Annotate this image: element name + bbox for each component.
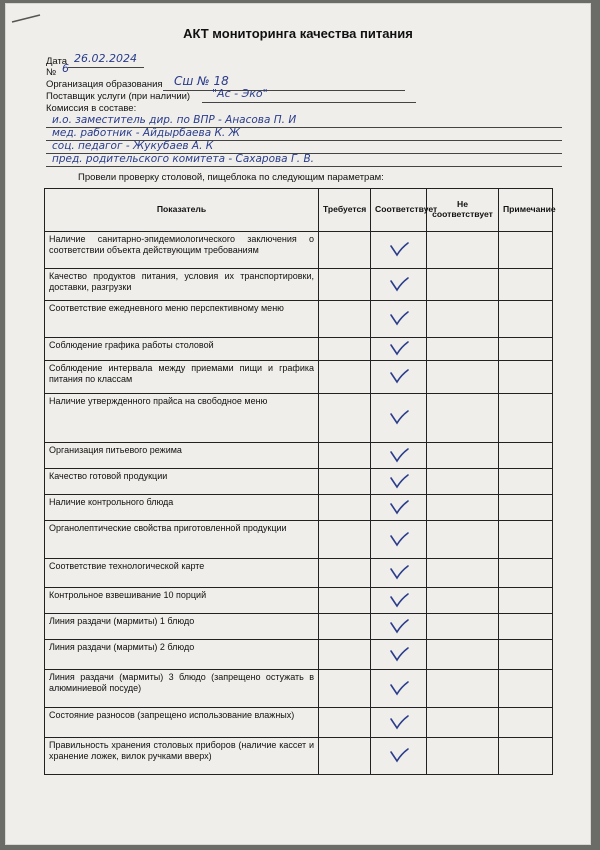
parameter-cell: Качество готовой продукции xyxy=(45,469,319,495)
checkmark-icon xyxy=(388,368,410,384)
noncompliant-cell xyxy=(427,614,499,640)
noncompliant-cell xyxy=(427,670,499,708)
note-cell xyxy=(499,361,553,394)
supplier-label: Поставщик услуги (при наличии) xyxy=(46,91,191,102)
table-row xyxy=(45,640,553,670)
checkmark-icon xyxy=(388,447,410,463)
note-cell xyxy=(499,708,553,738)
required-cell xyxy=(319,469,371,495)
date-label: Дата xyxy=(46,56,68,67)
parameter-cell: Качество продуктов питания, условия их транспортировки, доставки, разгрузки xyxy=(45,269,319,301)
note-cell xyxy=(499,559,553,588)
parameter-cell: Наличие утвержденного прайса на свободное меню xyxy=(45,394,319,443)
table-row xyxy=(45,394,553,443)
required-cell xyxy=(319,640,371,670)
table-row xyxy=(45,670,553,708)
table-row xyxy=(45,708,553,738)
checkmark-icon xyxy=(388,592,410,608)
compliant-cell xyxy=(371,559,427,588)
commission-member-4: пред. родительского комитета - Сахарова Г. В. xyxy=(52,153,315,165)
compliant-cell xyxy=(371,361,427,394)
number-value: 6 xyxy=(62,62,69,75)
column-header-required: Требуется xyxy=(319,189,371,232)
document-title: АКТ мониторинга качества питания xyxy=(183,26,413,41)
noncompliant-cell xyxy=(427,640,499,670)
organization-label: Организация образования xyxy=(46,79,163,90)
required-cell xyxy=(319,588,371,614)
note-cell xyxy=(499,521,553,559)
table-row xyxy=(45,443,553,469)
intro-text: Провели проверку столовой, пищеблока по следующим параметрам: xyxy=(78,172,384,183)
required-cell xyxy=(319,614,371,640)
parameter-cell: Организация питьевого режима xyxy=(45,443,319,469)
parameter-cell: Линия раздачи (мармиты) 1 блюдо xyxy=(45,614,319,640)
noncompliant-cell xyxy=(427,738,499,775)
checkmark-icon xyxy=(388,747,410,763)
checkmark-icon xyxy=(388,276,410,292)
required-cell xyxy=(319,443,371,469)
noncompliant-cell xyxy=(427,301,499,338)
supplier-underline xyxy=(202,102,416,103)
noncompliant-cell xyxy=(427,708,499,738)
checkmark-icon xyxy=(388,340,410,356)
note-cell xyxy=(499,588,553,614)
commission-member-2: мед. работник - Айдырбаева К. Ж xyxy=(52,127,240,139)
compliant-cell xyxy=(371,232,427,269)
table-header-row xyxy=(45,189,553,232)
commission-member-1: и.о. заместитель дир. по ВПР - Анасова П. И xyxy=(52,114,297,126)
checkmark-icon xyxy=(388,409,410,425)
table-row xyxy=(45,269,553,301)
noncompliant-cell xyxy=(427,443,499,469)
required-cell xyxy=(319,670,371,708)
parameter-cell: Соответствие ежедневного меню перспективному меню xyxy=(45,301,319,338)
commission-line-4 xyxy=(46,166,562,167)
noncompliant-cell xyxy=(427,338,499,361)
parameter-cell: Соблюдение графика работы столовой xyxy=(45,338,319,361)
compliant-cell xyxy=(371,469,427,495)
parameter-cell: Наличие контрольного блюда xyxy=(45,495,319,521)
required-cell xyxy=(319,708,371,738)
checkmark-icon xyxy=(388,680,410,696)
parameter-cell: Наличие санитарно-эпидемиологического заключения о соответствии объекта действующим требованиям xyxy=(45,232,319,269)
commission-label: Комиссия в составе: xyxy=(46,103,137,114)
compliant-cell xyxy=(371,588,427,614)
required-cell xyxy=(319,495,371,521)
checkmark-icon xyxy=(388,310,410,326)
required-cell xyxy=(319,269,371,301)
note-cell xyxy=(499,614,553,640)
table-row xyxy=(45,521,553,559)
checkmark-icon xyxy=(388,241,410,257)
noncompliant-cell xyxy=(427,269,499,301)
compliant-cell xyxy=(371,301,427,338)
organization-underline xyxy=(163,90,405,91)
parameter-cell: Линия раздачи (мармиты) 3 блюдо (запрещено остужать в алюминиевой посуде) xyxy=(45,670,319,708)
parameter-cell: Соответствие технологической карте xyxy=(45,559,319,588)
note-cell xyxy=(499,232,553,269)
compliant-cell xyxy=(371,708,427,738)
noncompliant-cell xyxy=(427,232,499,269)
checkmark-icon xyxy=(388,646,410,662)
organization-value: Сш № 18 xyxy=(174,74,229,88)
noncompliant-cell xyxy=(427,469,499,495)
required-cell xyxy=(319,232,371,269)
noncompliant-cell xyxy=(427,394,499,443)
noncompliant-cell xyxy=(427,361,499,394)
compliant-cell xyxy=(371,738,427,775)
document-sheet xyxy=(6,4,590,844)
table-row xyxy=(45,361,553,394)
date-value: 26.02.2024 xyxy=(74,52,137,65)
compliant-cell xyxy=(371,614,427,640)
required-cell xyxy=(319,559,371,588)
table-row xyxy=(45,588,553,614)
parameter-cell: Состояние разносов (запрещено использование влажных) xyxy=(45,708,319,738)
checkmark-icon xyxy=(388,564,410,580)
noncompliant-cell xyxy=(427,588,499,614)
note-cell xyxy=(499,738,553,775)
commission-member-3: соц. педагог - Жукубаев А. К xyxy=(52,140,214,152)
table-row xyxy=(45,495,553,521)
parameter-cell: Контрольное взвешивание 10 порций xyxy=(45,588,319,614)
note-cell xyxy=(499,640,553,670)
noncompliant-cell xyxy=(427,521,499,559)
compliant-cell xyxy=(371,670,427,708)
parameter-cell: Соблюдение интервала между приемами пищи и графика питания по классам xyxy=(45,361,319,394)
parameter-cell: Органолептические свойства приготовленной продукции xyxy=(45,521,319,559)
note-cell xyxy=(499,670,553,708)
checkmark-icon xyxy=(388,531,410,547)
supplier-value: "Ас - Эко" xyxy=(212,87,268,100)
note-cell xyxy=(499,269,553,301)
table-row xyxy=(45,232,553,269)
table-row xyxy=(45,469,553,495)
column-header-noncompliant: Не соответствует xyxy=(427,189,499,232)
checkmark-icon xyxy=(388,499,410,515)
parameter-cell: Линия раздачи (мармиты) 2 блюдо xyxy=(45,640,319,670)
noncompliant-cell xyxy=(427,495,499,521)
column-header-compliant: Соответствует xyxy=(371,189,427,232)
compliant-cell xyxy=(371,521,427,559)
note-cell xyxy=(499,443,553,469)
required-cell xyxy=(319,338,371,361)
checkmark-icon xyxy=(388,618,410,634)
compliant-cell xyxy=(371,495,427,521)
compliant-cell xyxy=(371,394,427,443)
date-underline xyxy=(68,67,144,68)
compliant-cell xyxy=(371,443,427,469)
table-row xyxy=(45,614,553,640)
table-row xyxy=(45,559,553,588)
table-row xyxy=(45,738,553,775)
column-header-parameter: Показатель xyxy=(45,189,319,232)
noncompliant-cell xyxy=(427,559,499,588)
note-cell xyxy=(499,301,553,338)
table-row xyxy=(45,301,553,338)
compliant-cell xyxy=(371,338,427,361)
compliant-cell xyxy=(371,640,427,670)
note-cell xyxy=(499,469,553,495)
checkmark-icon xyxy=(388,473,410,489)
required-cell xyxy=(319,521,371,559)
note-cell xyxy=(499,495,553,521)
table-row xyxy=(45,338,553,361)
note-cell xyxy=(499,394,553,443)
monitoring-table xyxy=(44,188,556,775)
number-label: № xyxy=(46,67,57,78)
column-header-note: Примечание xyxy=(499,189,553,232)
note-cell xyxy=(499,338,553,361)
checkmark-icon xyxy=(388,714,410,730)
parameter-cell: Правильность хранения столовых приборов (наличие кассет и хранение ложек, вилок ручками вверх) xyxy=(45,738,319,775)
required-cell xyxy=(319,361,371,394)
pen-stroke-mark xyxy=(10,12,44,24)
required-cell xyxy=(319,301,371,338)
compliant-cell xyxy=(371,269,427,301)
required-cell xyxy=(319,738,371,775)
required-cell xyxy=(319,394,371,443)
